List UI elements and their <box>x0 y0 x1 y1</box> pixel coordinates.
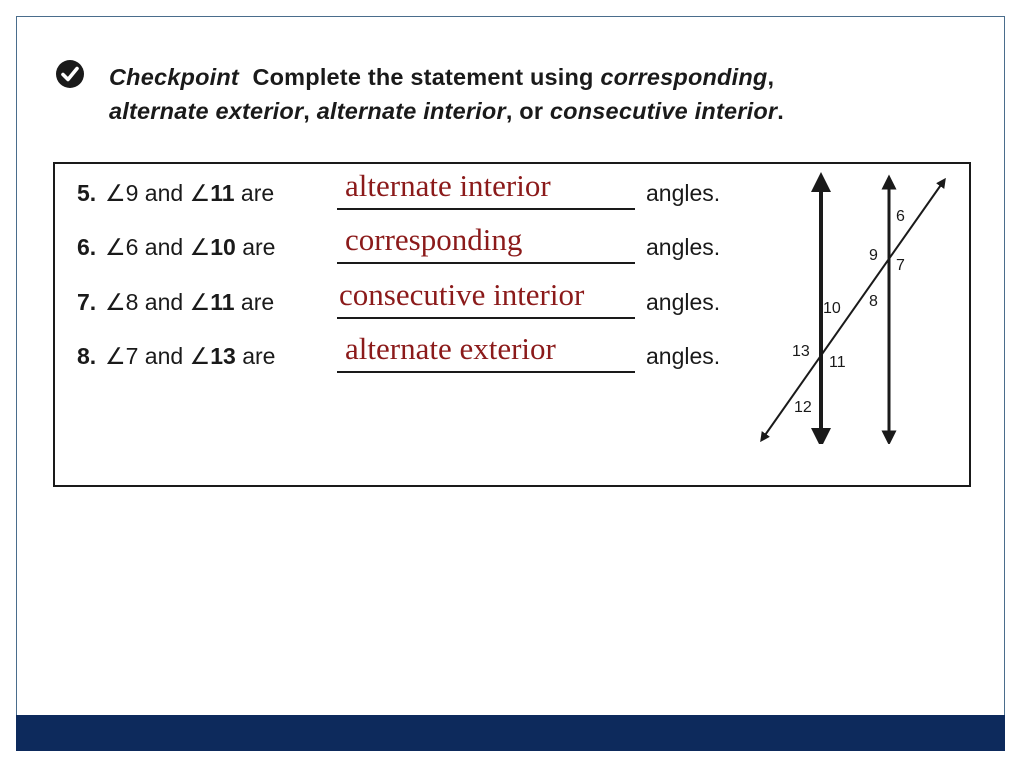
instruction-part: Complete the statement using <box>252 64 601 90</box>
angle-label: 11 <box>829 354 846 371</box>
answer-blank[interactable] <box>337 317 635 319</box>
answer-blank[interactable] <box>337 208 635 210</box>
angle-a: 6 <box>125 234 139 260</box>
problem-number: 6. <box>77 234 97 260</box>
angle-label: 10 <box>823 300 841 317</box>
problem-number: 8. <box>77 343 97 369</box>
angle-a: 7 <box>125 343 139 369</box>
are-word: are <box>240 289 275 315</box>
checkpoint-label: Checkpoint <box>109 64 239 90</box>
are-word: are <box>242 234 276 260</box>
instruction-part: , or <box>505 98 550 124</box>
answer-text: alternate interior <box>345 168 551 203</box>
problem-question: ∠6 and ∠10 are <box>105 234 276 260</box>
problem-number: 7. <box>77 289 97 315</box>
angle-label: 9 <box>869 247 878 264</box>
instruction-part: , <box>767 64 775 90</box>
angle-label: 7 <box>896 257 905 274</box>
parallel-lines-figure <box>750 172 960 444</box>
footer-bar <box>16 715 1005 751</box>
option-corresponding: corresponding <box>600 64 768 90</box>
problem-suffix: angles. <box>646 234 721 260</box>
angle-b: 11 <box>210 289 235 315</box>
problem-question: ∠8 and ∠11 are <box>105 289 275 315</box>
problem-suffix: angles. <box>646 289 721 315</box>
angle-label: 6 <box>896 208 905 225</box>
angle-label: 12 <box>794 399 812 416</box>
instruction-part: , <box>303 98 317 124</box>
answer-blank[interactable] <box>337 371 635 373</box>
angle-b: 11 <box>210 180 235 206</box>
check-circle-icon <box>55 59 85 89</box>
answer-text: alternate exterior <box>345 331 556 366</box>
problem-number: 5. <box>77 180 97 206</box>
problem-question: ∠9 and ∠11 are <box>105 180 275 206</box>
problem-question: ∠7 and ∠13 are <box>105 343 276 369</box>
option-consecutive-interior: consecutive interior <box>549 98 778 124</box>
checkpoint-header <box>109 60 989 128</box>
angle-label: 13 <box>792 343 810 360</box>
problem-suffix: angles. <box>646 180 721 206</box>
are-word: are <box>240 180 275 206</box>
problem-suffix: angles. <box>646 343 721 369</box>
transversal-line <box>763 182 943 438</box>
option-alternate-exterior: alternate exterior <box>109 98 304 124</box>
answer-blank[interactable] <box>337 262 635 264</box>
angle-b: 13 <box>210 343 236 369</box>
answer-text: corresponding <box>345 222 523 257</box>
are-word: are <box>242 343 276 369</box>
answer-text: consecutive interior <box>339 277 585 312</box>
instruction-part: . <box>777 98 784 124</box>
angle-b: 10 <box>210 234 236 260</box>
angle-a: 8 <box>125 289 139 315</box>
angle-a: 9 <box>125 180 139 206</box>
option-alternate-interior: alternate interior <box>316 98 506 124</box>
angle-label: 8 <box>869 293 878 310</box>
